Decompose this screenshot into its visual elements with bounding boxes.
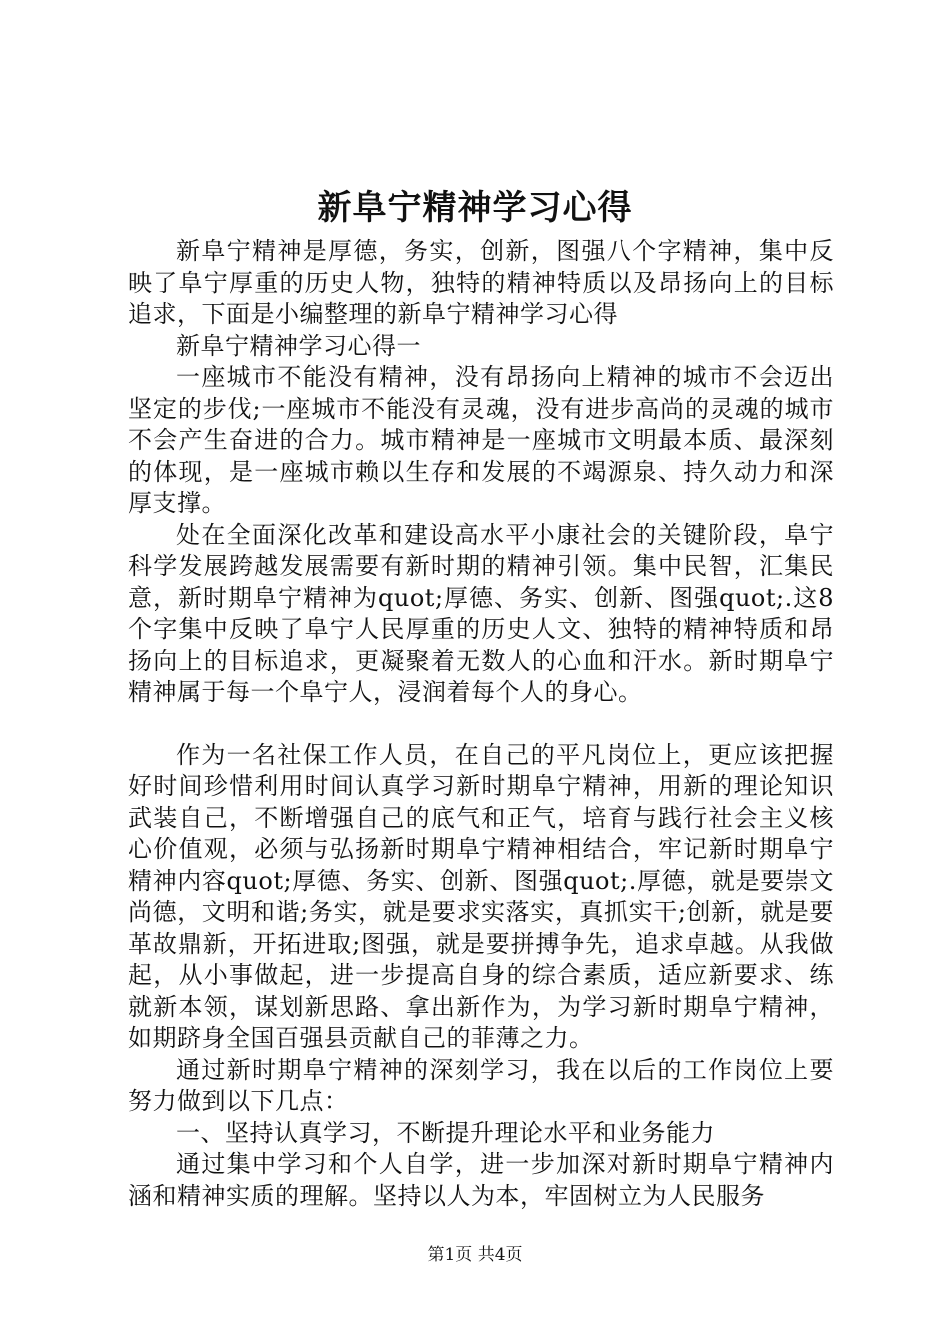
paragraph-section-heading: 新阜宁精神学习心得一 [176,331,421,360]
paragraph-point-one-heading: 一、坚持认真学习，不断提升理论水平和业务能力 [176,1118,715,1147]
paragraph-point-one-body: 通过集中学习和个人自学，进一步加深对新时期阜宁精神内涵和精神实质的理解。坚持以人为本，牢固树立为人民服务 [128,1150,834,1210]
paragraph-social-security-worker: 作为一名社保工作人员，在自己的平凡岗位上，更应该把握好时间珍惜利用时间认真学习新时期阜宁精神，用新的理论知识武装自己，不断增强自己的底气和正气，培育与践行社会主义核心价值观，必须与弘扬新时期阜宁精神相结合，牢记新时期阜宁精神内容quot;厚德、务实、创新、图强quot;.厚德，就是要崇文尚德，文明和谐;务实，就是要求实落实，真抓实干;创新，就是要革故鼎新，开拓进取;图强，就是要拼搏争先，追求卓越。从我做起，从小事做起，进一步提高自身的综合素质，适应新要求、练就新本领，谋划新思路、拿出新作为，为学习新时期阜宁精神，如期跻身全国百强县贡献自己的菲薄之力。 [128,740,834,1052]
paragraph-reform-stage: 处在全面深化改革和建设高水平小康社会的关键阶段，阜宁科学发展跨越发展需要有新时期的精神引领。集中民智，汇集民意，新时期阜宁精神为quot;厚德、务实、创新、图强quot;.这8个字集中反映了阜宁人民厚重的历史人文、独特的精神特质和昂扬向上的目标追求，更凝聚着无数人的心血和汗水。新时期阜宁精神属于每一个阜宁人，浸润着每个人的身心。 [128,520,834,706]
document-title: 新阜宁精神学习心得 [317,188,633,228]
page-footer: 第1页 共4页 [427,1245,523,1265]
paragraph-city-spirit: 一座城市不能没有精神，没有昂扬向上精神的城市不会迈出坚定的步伐;一座城市不能没有灵魂，没有进步高尚的灵魂的城市不会产生奋进的合力。城市精神是一座城市文明最本质、最深刻的体现，是一座城市赖以生存和发展的不竭源泉、持久动力和深厚支撑。 [128,363,834,517]
document-body [128,236,834,1212]
paragraph-study-goals: 通过新时期阜宁精神的深刻学习，我在以后的工作岗位上要努力做到以下几点： [128,1055,834,1115]
paragraph-intro: 新阜宁精神是厚德，务实，创新，图强八个字精神，集中反映了阜宁厚重的历史人物，独特的精神特质以及昂扬向上的目标追求，下面是小编整理的新阜宁精神学习心得 [128,237,834,328]
